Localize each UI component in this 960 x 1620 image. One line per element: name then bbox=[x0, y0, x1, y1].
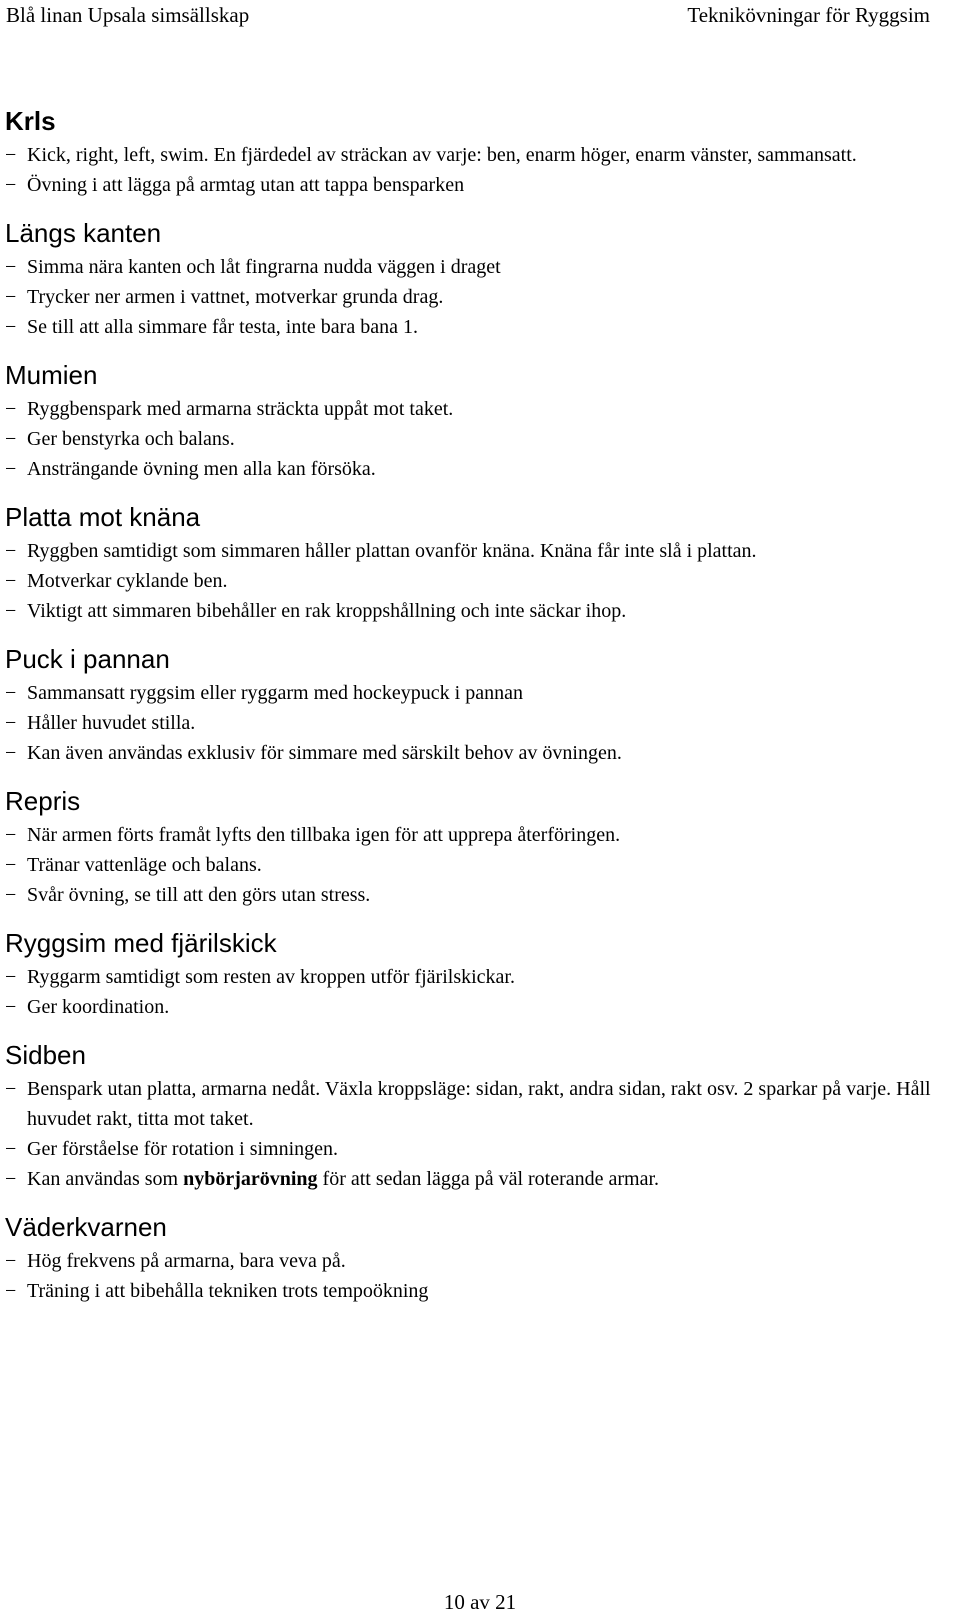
bullet-item bbox=[5, 596, 942, 626]
dash-bullet-icon: − bbox=[5, 458, 17, 480]
exercise-section bbox=[5, 216, 942, 342]
bullet-text: Kick, right, left, swim. En fjärdedel av sträckan av varje: ben, enarm höger, enarm vänster, sammansatt. bbox=[27, 144, 857, 166]
exercise-bullets bbox=[5, 140, 942, 200]
bullet-item bbox=[5, 738, 942, 768]
dash-bullet-icon: − bbox=[5, 256, 17, 278]
exercise-title: Puck i pannan bbox=[5, 644, 170, 674]
bullet-text: Se till att alla simmare får testa, inte bara bana 1. bbox=[27, 316, 418, 338]
dash-bullet-icon: − bbox=[5, 854, 17, 876]
exercise-title: Repris bbox=[5, 786, 81, 816]
dash-bullet-icon: − bbox=[5, 398, 17, 420]
exercise-section bbox=[5, 1210, 942, 1306]
bullet-text: Simma nära kanten och låt fingrarna nudda väggen i draget bbox=[27, 256, 501, 278]
bullet-text: Ger benstyrka och balans. bbox=[27, 428, 235, 450]
dash-bullet-icon: − bbox=[5, 824, 17, 846]
dash-bullet-icon: − bbox=[5, 1138, 17, 1160]
exercise-section bbox=[5, 500, 942, 626]
exercise-bullets bbox=[5, 394, 942, 484]
exercise-section bbox=[5, 642, 942, 768]
exercise-section bbox=[5, 358, 942, 484]
bullet-item bbox=[5, 170, 942, 200]
bullet-text: för att sedan lägga på väl roterande armar. bbox=[317, 1168, 660, 1190]
bullet-item bbox=[5, 312, 942, 342]
dash-bullet-icon: − bbox=[5, 742, 17, 764]
bullet-item bbox=[5, 536, 942, 566]
exercise-list bbox=[5, 104, 942, 1322]
bullet-text: Övning i att lägga på armtag utan att tappa bensparken bbox=[27, 174, 465, 196]
bullet-text: Trycker ner armen i vattnet, motverkar grunda drag. bbox=[27, 286, 444, 308]
bullet-text: Kan även användas exklusiv för simmare med särskilt behov av övningen. bbox=[27, 742, 622, 764]
exercise-section bbox=[5, 926, 942, 1022]
bullet-text: Ansträngande övning men alla kan försöka. bbox=[27, 458, 376, 480]
dash-bullet-icon: − bbox=[5, 682, 17, 704]
bullet-item bbox=[5, 678, 942, 708]
chapter-title: Teknikövningar för Ryggsim bbox=[687, 2, 930, 27]
page-header bbox=[6, 0, 930, 30]
bullet-emphasis: nybörjarövning bbox=[183, 1168, 318, 1190]
exercise-bullets bbox=[5, 536, 942, 626]
exercise-section bbox=[5, 1038, 942, 1194]
bullet-item bbox=[5, 1074, 942, 1134]
dash-bullet-icon: − bbox=[5, 600, 17, 622]
document-title: Blå linan Upsala simsällskap bbox=[6, 2, 250, 27]
dash-bullet-icon: − bbox=[5, 540, 17, 562]
dash-bullet-icon: − bbox=[5, 1250, 17, 1272]
bullet-item bbox=[5, 708, 942, 738]
bullet-item bbox=[5, 282, 942, 312]
bullet-item bbox=[5, 850, 942, 880]
bullet-item bbox=[5, 252, 942, 282]
page-number: 10 av 21 bbox=[443, 1590, 517, 1614]
bullet-text: Träning i att bibehålla tekniken trots tempoökning bbox=[27, 1280, 429, 1302]
exercise-title: Längs kanten bbox=[5, 218, 162, 248]
dash-bullet-icon: − bbox=[5, 144, 17, 166]
bullet-text: Viktigt att simmaren bibehåller en rak kroppshållning och inte säckar ihop. bbox=[27, 600, 627, 622]
dash-bullet-icon: − bbox=[5, 1280, 17, 1302]
bullet-item bbox=[5, 454, 942, 484]
bullet-item bbox=[5, 394, 942, 424]
bullet-item bbox=[5, 1246, 942, 1276]
exercise-bullets bbox=[5, 820, 942, 910]
dash-bullet-icon: − bbox=[5, 1078, 17, 1100]
bullet-text: Ryggbenspark med armarna sträckta uppåt mot taket. bbox=[27, 398, 454, 420]
bullet-text: Ryggben samtidigt som simmaren håller plattan ovanför knäna. Knäna får inte slå i plattan. bbox=[27, 540, 757, 562]
dash-bullet-icon: − bbox=[5, 570, 17, 592]
bullet-text: Ryggarm samtidigt som resten av kroppen utför fjärilskickar. bbox=[27, 966, 515, 988]
dash-bullet-icon: − bbox=[5, 712, 17, 734]
bullet-item bbox=[5, 424, 942, 454]
exercise-title: Mumien bbox=[5, 360, 98, 390]
exercise-bullets bbox=[5, 252, 942, 342]
bullet-item bbox=[5, 566, 942, 596]
bullet-text: Motverkar cyklande ben. bbox=[27, 570, 228, 592]
exercise-bullets bbox=[5, 1074, 942, 1194]
dash-bullet-icon: − bbox=[5, 966, 17, 988]
dash-bullet-icon: − bbox=[5, 286, 17, 308]
dash-bullet-icon: − bbox=[5, 428, 17, 450]
bullet-text: Håller huvudet stilla. bbox=[27, 712, 196, 734]
dash-bullet-icon: − bbox=[5, 316, 17, 338]
exercise-section bbox=[5, 784, 942, 910]
dash-bullet-icon: − bbox=[5, 996, 17, 1018]
bullet-item bbox=[5, 962, 942, 992]
bullet-text: Svår övning, se till att den görs utan stress. bbox=[27, 884, 371, 906]
bullet-text: Benspark utan platta, armarna nedåt. Växla kroppsläge: sidan, rakt, andra sidan, rakt osv. 2 sparkar på varje. Håll huvudet rakt, titta mot taket. bbox=[27, 1078, 931, 1130]
bullet-item bbox=[5, 820, 942, 850]
bullet-item bbox=[5, 880, 942, 910]
page-footer bbox=[0, 1590, 960, 1620]
dash-bullet-icon: − bbox=[5, 1168, 17, 1190]
bullet-text: När armen förts framåt lyfts den tillbaka igen för att upprepa återföringen. bbox=[27, 824, 621, 846]
exercise-title: Krls bbox=[5, 106, 56, 136]
exercise-title: Väderkvarnen bbox=[5, 1212, 167, 1242]
dash-bullet-icon: − bbox=[5, 884, 17, 906]
bullet-item bbox=[5, 140, 942, 170]
exercise-bullets bbox=[5, 1246, 942, 1306]
bullet-text: Kan användas som bbox=[27, 1168, 184, 1190]
bullet-text: Hög frekvens på armarna, bara veva på. bbox=[27, 1250, 346, 1272]
bullet-text: Sammansatt ryggsim eller ryggarm med hockeypuck i pannan bbox=[27, 682, 523, 704]
dash-bullet-icon: − bbox=[5, 174, 17, 196]
exercise-bullets bbox=[5, 678, 942, 768]
exercise-section bbox=[5, 104, 942, 200]
bullet-text: Ger förståelse för rotation i simningen. bbox=[27, 1138, 339, 1160]
bullet-item bbox=[5, 1276, 942, 1306]
exercise-bullets bbox=[5, 962, 942, 1022]
exercise-title: Ryggsim med fjärilskick bbox=[5, 928, 277, 958]
bullet-item bbox=[5, 992, 942, 1022]
bullet-text: Tränar vattenläge och balans. bbox=[27, 854, 262, 876]
exercise-title: Platta mot knäna bbox=[5, 502, 201, 532]
bullet-item bbox=[5, 1164, 942, 1194]
exercise-title: Sidben bbox=[5, 1040, 86, 1070]
bullet-item bbox=[5, 1134, 942, 1164]
bullet-text: Ger koordination. bbox=[27, 996, 170, 1018]
